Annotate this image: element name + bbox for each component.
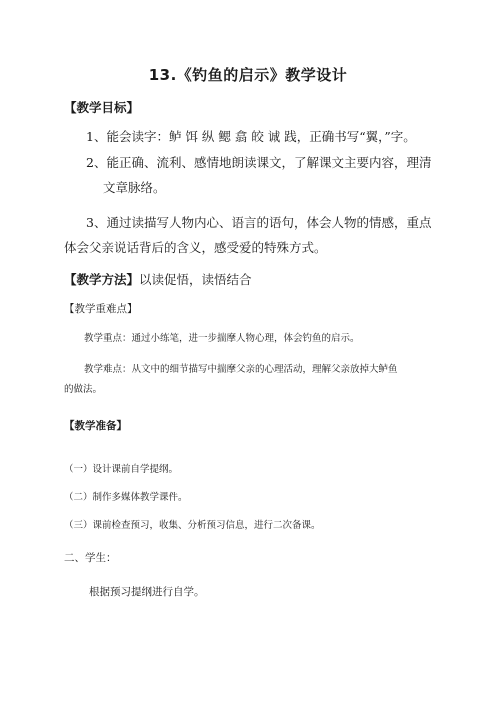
methods-heading: 【教学方法】 (64, 272, 140, 287)
goal-item-2-continued: 文章脉络。 (103, 180, 166, 195)
goal-item-2: 2、能正确、流利、感情地朗读课文，了解课文主要内容，理清 (86, 155, 432, 170)
prep-item-2: （二）制作多媒体教学课件。 (64, 492, 188, 503)
goal-item-3: 3、通过读描写人物内心、语言的语句，体会人物的情感，重点 (86, 215, 432, 230)
goal-item-1: 1、能会读字：鲈 饵 纵 鳃 翕 皎 诚 践，正确书写“翼，”字。 (86, 129, 416, 144)
methods-line (64, 270, 252, 288)
document-title: 13.《钓鱼的启示》教学设计 (148, 66, 348, 84)
difficulty-text-continued: 的做法。 (64, 384, 103, 395)
goal-item-3-continued: 体会父亲说话背后的含义，感受爱的特殊方式。 (64, 240, 327, 255)
prep-item-1: （一）设计课前自学提纲。 (64, 464, 179, 475)
key-points-heading: 【教学重难点】 (64, 303, 138, 315)
methods-text: 以读促悟，读悟结合 (139, 272, 252, 287)
prep-item-3: （三）课前检查预习，收集、分析预习信息，进行二次备课。 (64, 520, 321, 531)
prep-heading: 【教学准备】 (64, 420, 127, 432)
students-heading: 二、学生： (64, 552, 117, 564)
difficulty-text: 教学难点：从文中的细节描写中揣摩父亲的心理活动，理解父亲放掉大鲈鱼 (84, 364, 398, 375)
students-text: 根据预习提纲进行自学。 (89, 586, 205, 598)
key-point-text: 教学重点：通过小练笔，进一步揣摩人物心理，体会钓鱼的启示。 (84, 333, 360, 344)
goals-heading: 【教学目标】 (64, 100, 140, 115)
